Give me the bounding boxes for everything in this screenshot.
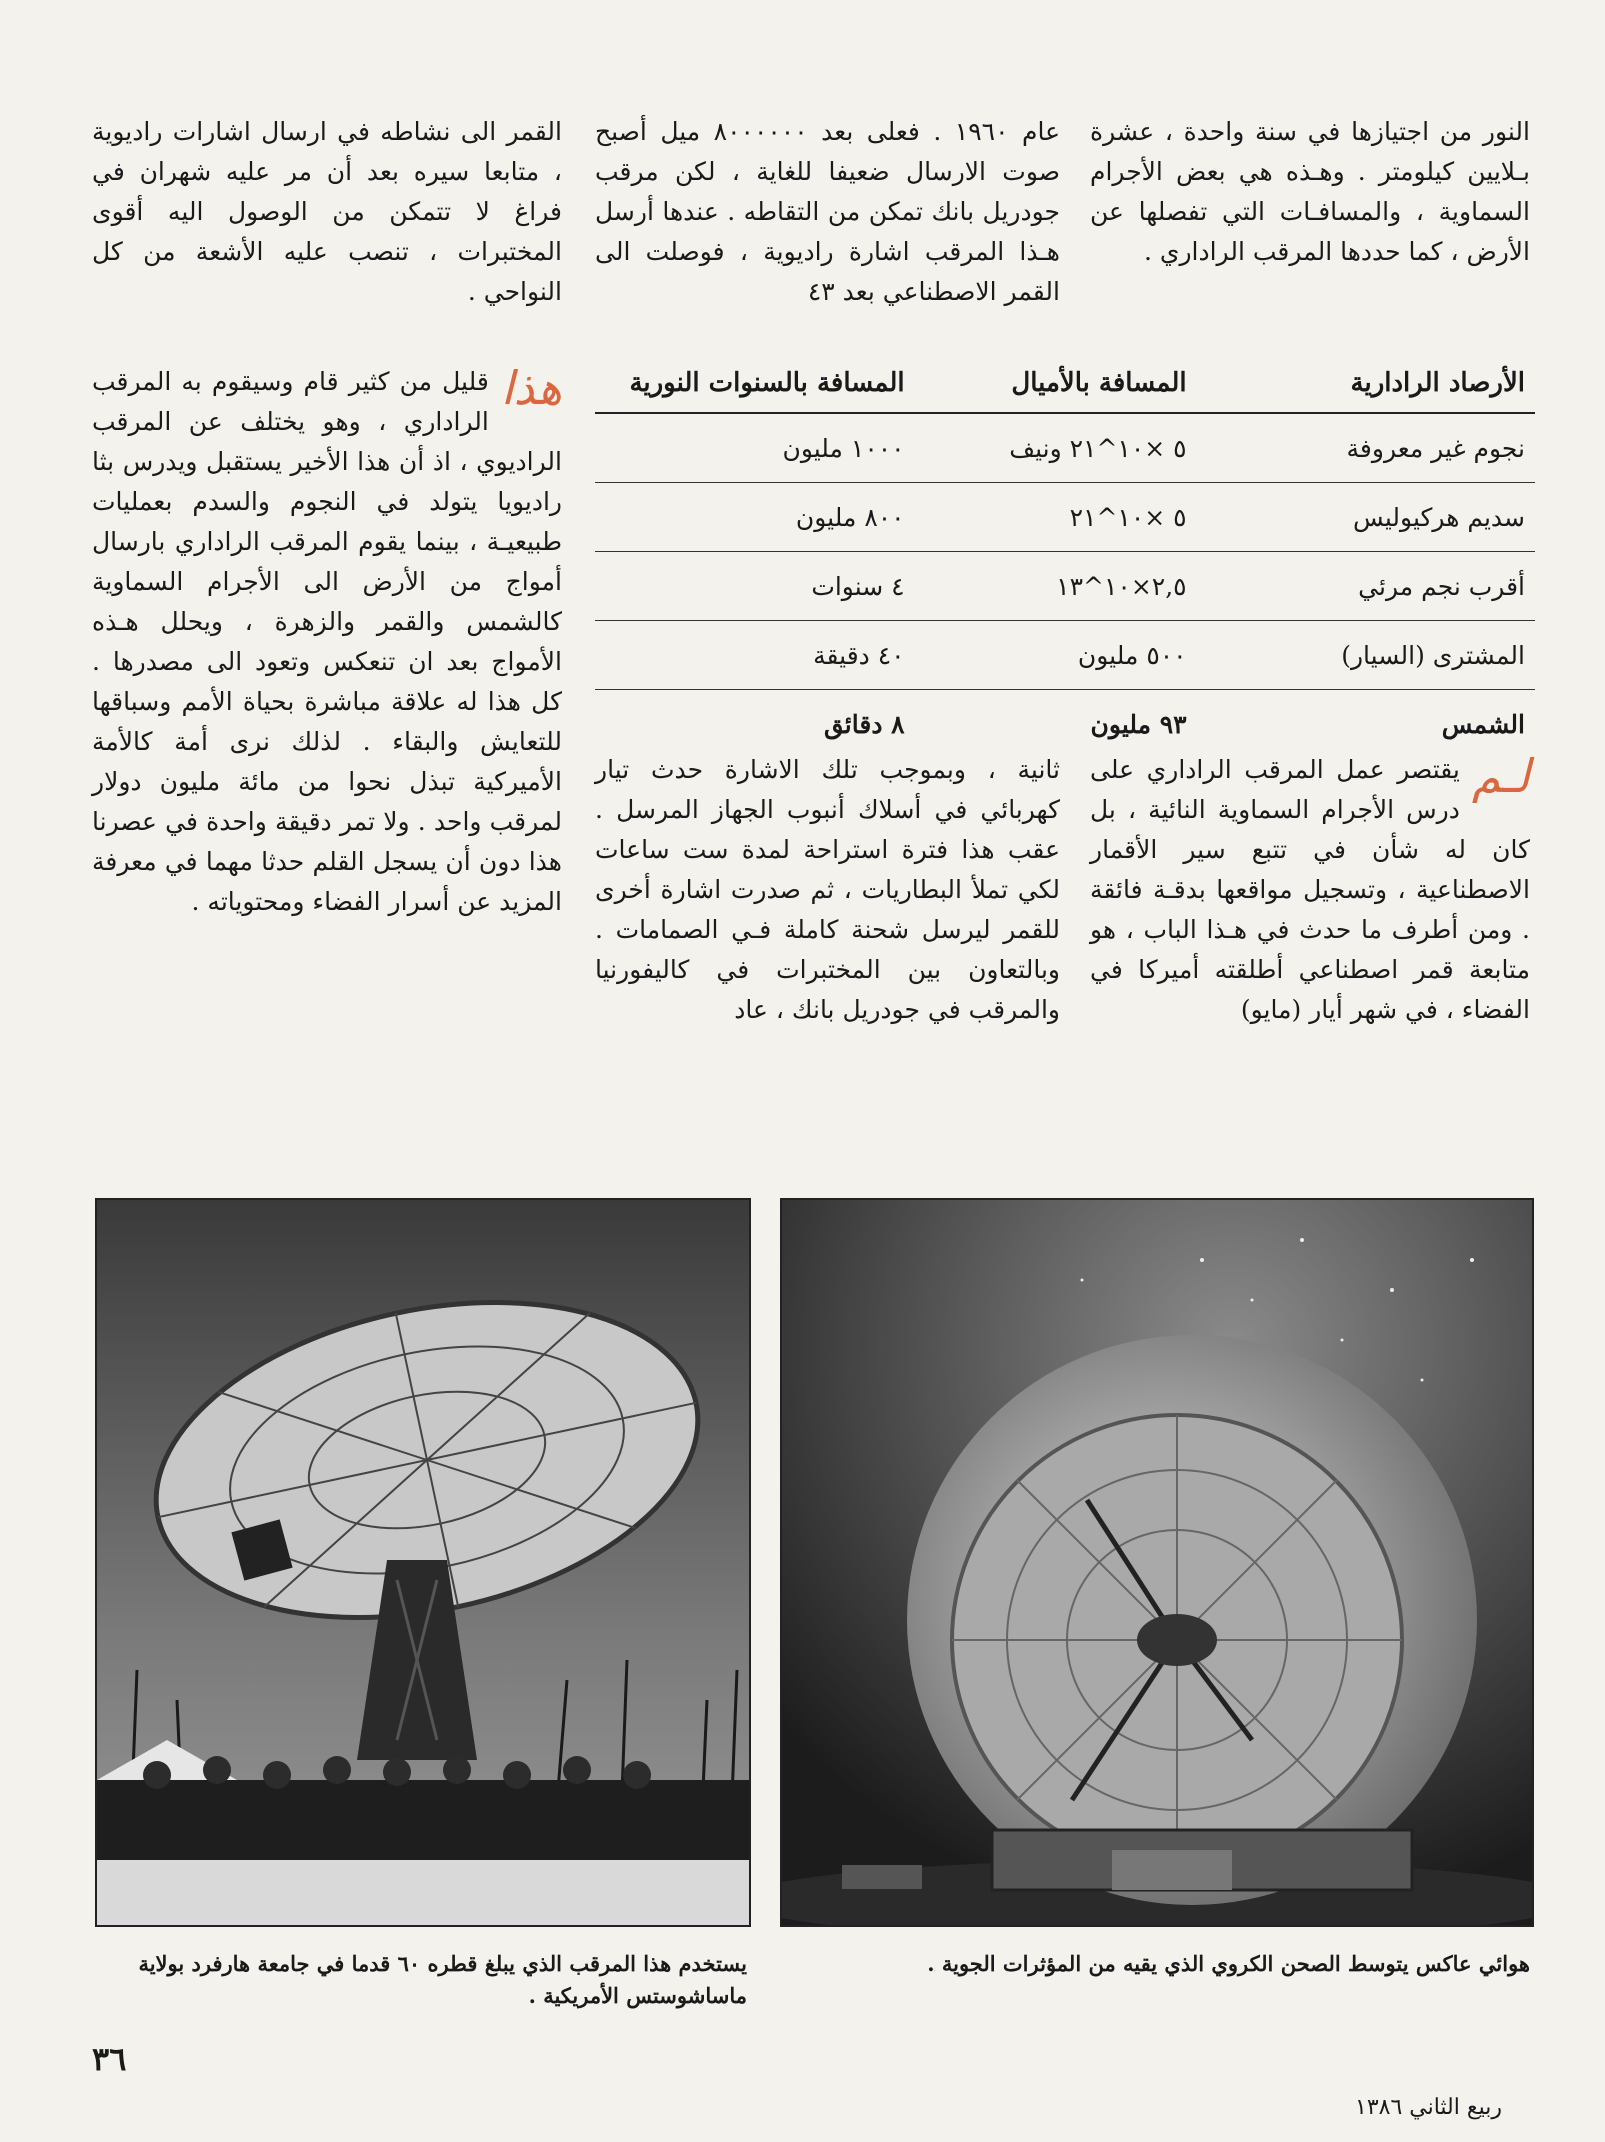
paragraph: ثانية ، وبموجب تلك الاشارة حدث تيار كهربائي في أسلاك أنبوب الجهاز المرسل . عقب هذا فترة استراحة لمدة ست ساعات لكي تملأ البطاريات ، ثم صدرت اشارة أخرى للقمر ليرسل شحنة كاملة فـي الصمامات . وبالتعاون بين المختبرات في كاليفورنيا والمرقب في جودريل بانك ، عاد [595,755,1060,1024]
table-cell: ٨٠٠ مليون [595,483,915,552]
column-right-bottom [1090,750,1530,1030]
table-cell: ٨ دقائق [823,709,905,739]
paragraph: قليل من كثير قام وسيقوم به المرقب الراداري ، وهو يختلف عن المرقب الراديوي ، اذ أن هذا الأخير يستقبل ويدرس بثا راديويا يتولد في النجوم والسدم بعمليات طبيعيـة ، بينما يقوم المرقب الراداري بارسال أمواج من الأرض الى الأجرام السماوية كالشمس والقمر والزهرة ، ويحلل هـذه الأمواج بعد ان تنعكس وتعود الى مصدرها . كل هذا له علاقة مباشرة بحياة الأمم وسباقها للتعايش والبقاء . لذلك نرى أمة كالأمة الأميركية تبذل نحوا من مائة مليون دولار لمرقب واحد . ولا تمر دقيقة واحدة في عصرنا هذا دون أن يسجل القلم حدثا مهما في معرفة المزيد عن أسرار الفضاء ومحتوياته . [92,367,562,916]
table-cell: ٥٠٠ مليون [915,621,1197,690]
table-header: المسافة بالأميال [915,360,1197,413]
table-cell: ٤٠ دقيقة [595,621,915,690]
table-cell: ١٠٠٠ مليون [595,413,915,483]
table-cell: ٥ ×١٠^٢١ ونيف [915,413,1197,483]
column-middle-top [595,112,1060,312]
photo-radome-antenna [780,1198,1534,1927]
table-cell: ٢,٥×١٠^١٣ [915,552,1197,621]
caption-harvard-dish: يستخدم هذا المرقب الذي يبلغ قطره ٦٠ قدما في جامعة هارفرد بولاية ماساشوستس الأمريكية . [138,1951,747,2008]
table-cell: ٤ سنوات [595,552,915,621]
column-left-top [92,112,562,312]
table-cell: نجوم غير معروفة [1197,413,1535,483]
column-right-top [1090,112,1530,272]
table-header: المسافة بالسنوات النورية [595,360,915,413]
table-cell: أقرب نجم مرئي [1197,552,1535,621]
photo-harvard-dish [95,1198,751,1927]
table-row [595,552,1535,621]
table-header-row [595,360,1535,413]
column-left-body [92,362,562,922]
issue-date-footer: ربيع الثاني ١٣٨٦ [1355,2095,1502,2120]
paragraph: يقتصر عمل المرقب الراداري على درس الأجرام السماوية النائية ، بل كان له شأن في تتبع سير الأقمار الاصطناعية ، وتسجيل مواقعها بدقـة فائقة . ومن أطرف ما حدث في هـذا الباب ، هو متابعة قمر اصطناعي أطلقته أميركا في الفضاء ، في شهر أيار (مايو) [1090,755,1530,1024]
radar-distance-table [595,360,1535,758]
radome-illustration [782,1200,1532,1925]
table-row [595,483,1535,552]
dish-illustration [97,1200,749,1925]
table-cell: الشمس [1441,709,1525,739]
paragraph: النور من اجتيازها في سنة واحدة ، عشرة بـلايين كيلومتر . وهـذه هي بعض الأجرام السماوية ، والمسافـات التي تفصلها عن الأرض ، كما حددها المرقب الراداري . [1090,117,1530,266]
column-middle-bottom [595,750,1060,1030]
table-cell: ٥ ×١٠^٢١ [915,483,1197,552]
table-row [595,621,1535,690]
paragraph: القمر الى نشاطه في ارسال اشارات راديوية ، متابعا سيره بعد أن مر عليه شهران في فراغ لا تتمكن من الوصول اليه أقوى المختبرات ، تنصب عليه الأشعة من كل النواحي . [92,117,562,306]
paragraph: عام ١٩٦٠ . فعلى بعد ٨٠٠٠٠٠٠ ميل أصبح صوت الارسال ضعيفا للغاية ، لكن مرقب جودريل بانك تمكن من التقاطه . عندها أرسل هـذا المرقب اشارة راديوية ، فوصلت الى القمر الاصطناعي بعد ٤٣ [595,117,1060,306]
table-row [595,690,1535,759]
table-row [595,413,1535,483]
table-cell: سديم هركيوليس [1197,483,1535,552]
page-number: ٣٦ [92,2040,127,2078]
table-header: الأرصاد الرادارية [1197,360,1535,413]
caption-radome: هوائي عاكس يتوسط الصحن الكروي الذي يقيه من المؤثرات الجوية . [927,1951,1530,1976]
drop-cap: هذا [500,361,562,415]
drop-cap: لـم [1471,749,1530,803]
table-cell: ٩٣ مليون [1090,709,1187,739]
table-cell: المشترى (السيار) [1197,621,1535,690]
